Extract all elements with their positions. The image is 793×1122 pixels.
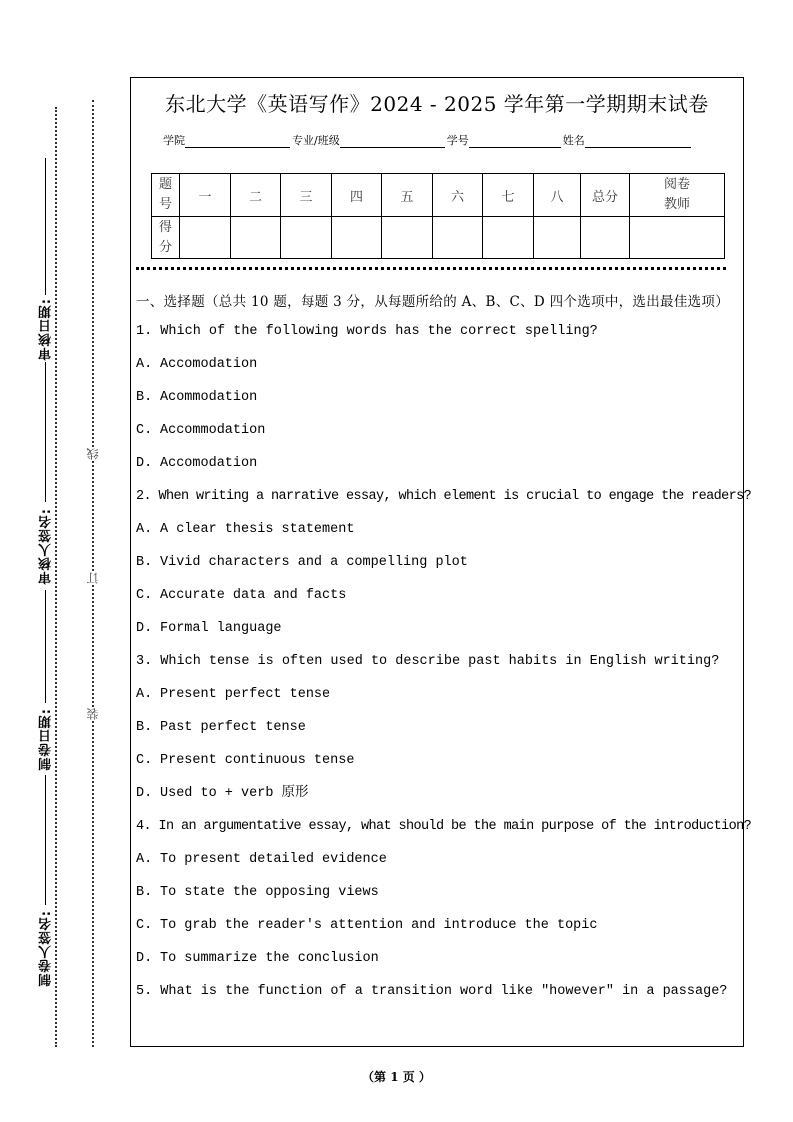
score-cell-1[interactable] xyxy=(180,217,231,259)
option-label: C. xyxy=(136,588,153,603)
name-label: 姓名 xyxy=(562,134,585,147)
student-info-row xyxy=(163,132,723,148)
option-text: Acommodation xyxy=(160,390,258,405)
score-table-score-row xyxy=(152,217,725,259)
score-row-header xyxy=(152,217,180,259)
signature-line-prep-date xyxy=(45,590,46,703)
option-label: A. xyxy=(136,852,153,867)
option-label: B. xyxy=(136,390,153,405)
col-header-4: 四 xyxy=(332,174,382,217)
option-label: A. xyxy=(136,687,153,702)
question-number-header xyxy=(152,174,180,217)
option-label: C. xyxy=(136,753,153,768)
review-date-label: 审核日期: xyxy=(39,298,54,361)
option-1b[interactable] xyxy=(136,388,741,421)
score-table-header-row xyxy=(152,174,725,217)
score-cell-6[interactable] xyxy=(433,217,483,259)
section-multiple-choice xyxy=(136,291,752,1015)
option-1a[interactable] xyxy=(136,355,741,388)
exam-title: 东北大学《英语写作》2024 - 2025 学年第一学期期末试卷 xyxy=(165,92,709,116)
college-label: 学院 xyxy=(163,134,185,147)
separator-dotted-line xyxy=(136,267,726,270)
question-stem-3: 3. Which tense is often used to describe past habits in English writing? xyxy=(136,654,720,669)
signature-line-reviewer xyxy=(45,362,46,502)
question-stem-2: 2. When writing a narrative essay, which element is crucial to engage the readers? xyxy=(136,489,752,504)
col-header-5: 五 xyxy=(382,174,433,217)
option-3a[interactable] xyxy=(136,685,741,718)
option-label: C. xyxy=(136,918,153,933)
score-cell-7[interactable] xyxy=(483,217,534,259)
option-2a[interactable] xyxy=(136,520,741,553)
option-1c[interactable] xyxy=(136,421,741,454)
option-text: Accurate data and facts xyxy=(160,588,347,603)
header-char: 号 xyxy=(158,197,172,212)
option-text: Vivid characters and a compelling plot xyxy=(160,555,468,570)
score-cell-3[interactable] xyxy=(281,217,332,259)
col-header-1: 一 xyxy=(180,174,231,217)
option-label: A. xyxy=(136,522,153,537)
score-table xyxy=(151,173,725,259)
option-text: Accomodation xyxy=(160,357,258,372)
option-label: B. xyxy=(136,885,153,900)
option-text: Formal language xyxy=(160,621,282,636)
option-label: D. xyxy=(136,456,153,471)
header-char: 题 xyxy=(158,177,172,192)
major-class-label: 专业/班级 xyxy=(292,134,340,147)
col-header-3: 三 xyxy=(281,174,332,217)
question-stem-5: 5. What is the function of a transition word like "however" in a passage? xyxy=(136,984,728,999)
header-char: 得 xyxy=(158,219,172,235)
name-field[interactable] xyxy=(585,135,691,148)
option-label: D. xyxy=(136,951,153,966)
score-cell-2[interactable] xyxy=(231,217,281,259)
prep-date-label: 制卷日期: xyxy=(39,708,54,771)
option-label: B. xyxy=(136,555,153,570)
score-cell-total[interactable] xyxy=(581,217,630,259)
option-text: To summarize the conclusion xyxy=(160,951,379,966)
option-3d[interactable] xyxy=(136,784,741,817)
col-header-6: 六 xyxy=(433,174,483,217)
preparer-signature-label: 制卷人签名: xyxy=(39,910,54,987)
exam-paper xyxy=(130,77,752,1047)
grader-header xyxy=(630,174,725,217)
option-3b[interactable] xyxy=(136,718,741,751)
student-id-label: 学号 xyxy=(446,134,469,147)
col-header-8: 八 xyxy=(534,174,581,217)
binding-char-bind: 装 xyxy=(86,708,100,720)
major-class-field[interactable] xyxy=(340,135,445,148)
col-header-2: 二 xyxy=(231,174,281,217)
col-header-7: 七 xyxy=(483,174,534,217)
option-text: To grab the reader's attention and introduce the topic xyxy=(160,918,598,933)
option-2b[interactable] xyxy=(136,553,741,586)
binding-char-staple: 订 xyxy=(86,572,100,584)
college-field[interactable] xyxy=(185,135,290,148)
option-label: D. xyxy=(136,621,153,636)
question-stem-1: 1. Which of the following words has the correct spelling? xyxy=(136,324,598,339)
header-char: 分 xyxy=(158,239,172,255)
option-4a[interactable] xyxy=(136,850,741,883)
option-2c[interactable] xyxy=(136,586,741,619)
student-id-field[interactable] xyxy=(469,135,561,148)
option-4c[interactable] xyxy=(136,916,741,949)
option-label: A. xyxy=(136,357,153,372)
option-4b[interactable] xyxy=(136,883,741,916)
header-char: 教师 xyxy=(663,197,690,212)
score-cell-8[interactable] xyxy=(534,217,581,259)
header-char: 阅卷 xyxy=(663,177,690,192)
option-label: C. xyxy=(136,423,153,438)
signature-line-preparer xyxy=(45,775,46,905)
option-text: Present perfect tense xyxy=(160,687,331,702)
option-label: B. xyxy=(136,720,153,735)
option-label: D. xyxy=(136,786,153,801)
option-text: Accommodation xyxy=(160,423,266,438)
col-header-total: 总分 xyxy=(581,174,630,217)
option-2d[interactable] xyxy=(136,619,741,652)
option-text: Accomodation xyxy=(160,456,258,471)
question-stem-4: 4. In an argumentative essay, what should be the main purpose of the introduction? xyxy=(136,819,752,834)
page-number: （第 1 页 ） xyxy=(362,1070,431,1084)
option-text: Present continuous tense xyxy=(160,753,355,768)
score-cell-5[interactable] xyxy=(382,217,433,259)
score-cell-4[interactable] xyxy=(332,217,382,259)
binding-char-line: 线 xyxy=(86,448,100,460)
option-4d[interactable] xyxy=(136,949,741,982)
option-text: Used to + verb 原形 xyxy=(160,786,309,801)
score-cell-grader[interactable] xyxy=(630,217,725,259)
option-text: Past perfect tense xyxy=(160,720,306,735)
binding-dotted-line-outer xyxy=(55,107,57,1047)
option-1d[interactable] xyxy=(136,454,741,487)
option-text: To state the opposing views xyxy=(160,885,379,900)
option-text: A clear thesis statement xyxy=(160,522,355,537)
section-heading: 一、选择题（总共 10 题，每题 3 分，从每题所给的 A、B、C、D 四个选项中，选出最佳选项） xyxy=(136,294,730,310)
option-3c[interactable] xyxy=(136,751,741,784)
signature-line-review-date xyxy=(45,158,46,295)
reviewer-signature-label: 审核人签名: xyxy=(39,508,54,585)
option-text: To present detailed evidence xyxy=(160,852,387,867)
